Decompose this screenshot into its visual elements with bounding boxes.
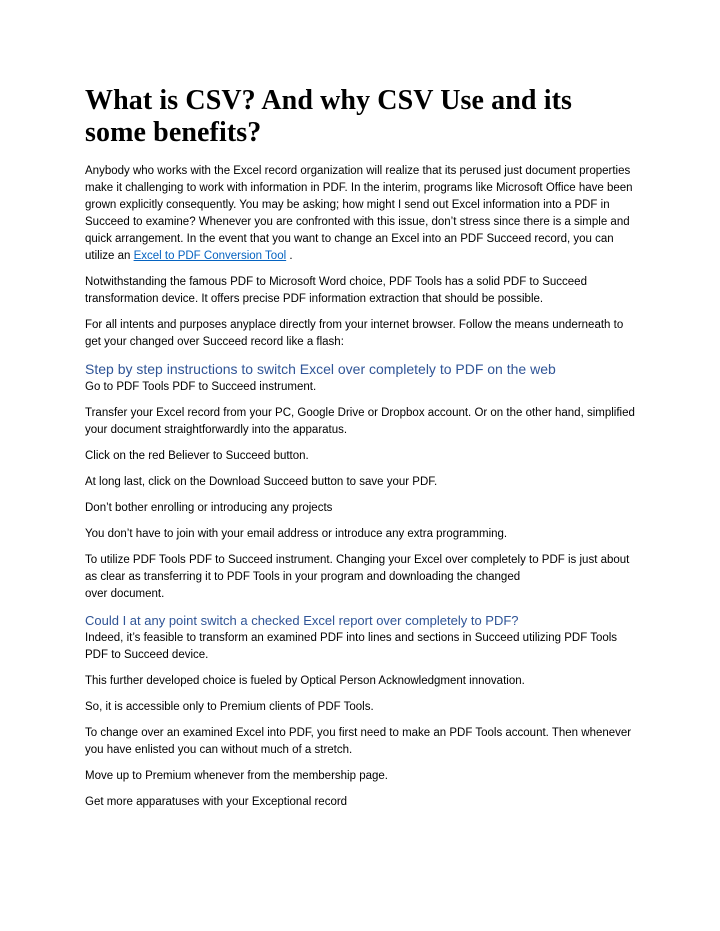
paragraph-utilize-end: over document. xyxy=(85,588,165,600)
note-no-email: You don’t have to join with your email address or introduce any extra programming. xyxy=(85,528,508,540)
step-click-red: Click on the red Believer to Succeed button. xyxy=(85,450,309,462)
paragraph-utilize xyxy=(85,552,640,603)
paragraph-utilize-text: To utilize PDF Tools PDF to Succeed instrument. Changing your Excel over completely to PDF is just about as clear as transferring it to PDF Tools in your program and downloading the changed xyxy=(85,554,630,583)
section-heading-steps: Step by step instructions to switch Excel over completely to PDF on the web xyxy=(85,361,556,377)
paragraph-upgrade: Move up to Premium whenever from the membership page. xyxy=(85,770,388,782)
section-heading-scanned: Could I at any point switch a checked Excel report over completely to PDF? xyxy=(85,613,519,628)
page-title: What is CSV? And why CSV Use and its some benefits? xyxy=(85,85,572,148)
paragraph-premium-only: So, it is accessible only to Premium clients of PDF Tools. xyxy=(85,701,374,713)
intro-text: Anybody who works with the Excel record organization will realize that its perused just document properties make it challenging to work with information in PDF. In the interim, programs like Microsoft Office have been grown explicitly consequently. You may be asking; how might I send out Excel information into a PDF in Succeed to examine? Whenever you are confronted with this issue, don’t stress since there is a simple and quick arrangement. In the event that you want to change an Excel into an PDF Succeed record, you can utilize an xyxy=(85,165,633,262)
section-steps xyxy=(85,360,640,603)
note-no-install: Don’t bother enrolling or introducing any projects xyxy=(85,502,333,514)
intro-paragraph xyxy=(85,163,640,265)
paragraph-account: To change over an examined Excel into PDF, you first need to make an PDF Tools account. Then whenever you have enlisted you can without much of a stretch. xyxy=(85,727,632,756)
excel-to-pdf-link[interactable]: Excel to PDF Conversion Tool xyxy=(133,250,287,262)
section-scanned xyxy=(85,612,640,811)
step-go-to: Go to PDF Tools PDF to Succeed instrument. xyxy=(85,381,317,393)
step-transfer: Transfer your Excel record from your PC, Google Drive or Dropbox account. Or on the other hand, simplified your document straightforwardly into the apparatus. xyxy=(85,407,635,436)
step-download: At long last, click on the Download Succeed button to save your PDF. xyxy=(85,476,438,488)
document-body xyxy=(85,85,640,820)
paragraph-more-tools: Get more apparatuses with your Exceptional record xyxy=(85,796,348,808)
paragraph-pdf-tools: Notwithstanding the famous PDF to Microsoft Word choice, PDF Tools has a solid PDF to Succeed transformation device. It offers precise PDF information extraction that should be possible. xyxy=(85,276,587,305)
paragraph-browser: For all intents and purposes anyplace directly from your internet browser. Follow the means underneath to get your changed over Succeed record like a flash: xyxy=(85,319,624,348)
paragraph-ocr: This further developed choice is fueled by Optical Person Acknowledgment innovation. xyxy=(85,675,525,687)
intro-text-end: . xyxy=(289,250,293,262)
paragraph-indeed: Indeed, it’s feasible to transform an examined PDF into lines and sections in Succeed utilizing PDF Tools PDF to Succeed device. xyxy=(85,632,618,661)
